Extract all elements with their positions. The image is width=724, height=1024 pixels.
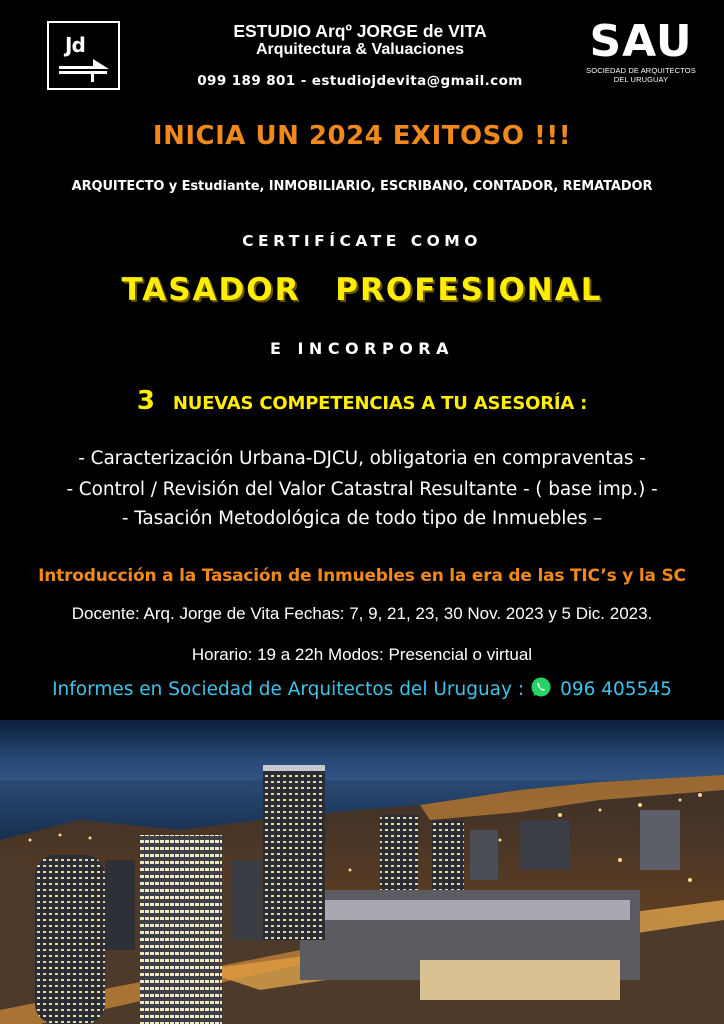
informes-line (0, 676, 724, 703)
logo-mark-icon (57, 57, 111, 83)
informes-phone: 096 405545 (560, 679, 672, 700)
headline: INICIA UN 2024 EXITOSO !!! (152, 121, 572, 151)
studio-name: ESTUDIO Arqº JORGE de VITA (233, 21, 487, 41)
competencias-heading (0, 386, 724, 416)
informes-text: Informes en Sociedad de Arquitectos del Uruguay : (52, 679, 525, 700)
studio-subtitle: Arquitectura & Valuaciones (255, 41, 465, 58)
sau-logo-text: SAU (589, 16, 693, 67)
night-city-aerial-image (0, 720, 724, 1024)
certificate-prefix: CERTIFÍCATE COMO (242, 232, 482, 250)
studio-contact: 099 189 801 - estudiojdevita@gmail.com (197, 73, 523, 89)
incorpora-line: E INCORPORA (269, 339, 455, 358)
bullet-item: - Control / Revisión del Valor Catastral Resultante - ( base imp.) - (66, 479, 658, 500)
sau-logo-subtitle-2: DEL URUGUAY (613, 75, 669, 84)
sau-logo (585, 18, 697, 102)
whatsapp-icon (530, 676, 552, 703)
course-title: Introducción a la Tasación de Inmuebles en la era de las TIC’s y la SC (38, 566, 686, 586)
docente-line: Docente: Arq. Jorge de Vita Fechas: 7, 9, 21, 23, 30 Nov. 2023 y 5 Dic. 2023. (71, 604, 653, 623)
audience-line: ARQUITECTO y Estudiante, INMOBILIARIO, ESCRIBANO, CONTADOR, REMATADOR (71, 179, 653, 194)
competencias-number: 3 (136, 386, 155, 416)
bullet-item: - Caracterización Urbana-DJCU, obligatoria en compraventas - (78, 448, 646, 469)
logo-jd-text: Jd (65, 33, 85, 57)
competencias-text: NUEVAS COMPETENCIAS A TU ASESORÍA : (172, 393, 588, 414)
bullet-item: - Tasación Metodológica de todo tipo de Inmuebles – (121, 508, 603, 529)
main-title: TASADOR PROFESIONAL (121, 272, 603, 308)
studio-logo (47, 21, 120, 90)
horario-line: Horario: 19 a 22h Modos: Presencial o virtual (191, 645, 533, 664)
sau-logo-subtitle-1: SOCIEDAD DE ARQUITECTOS (586, 66, 696, 75)
